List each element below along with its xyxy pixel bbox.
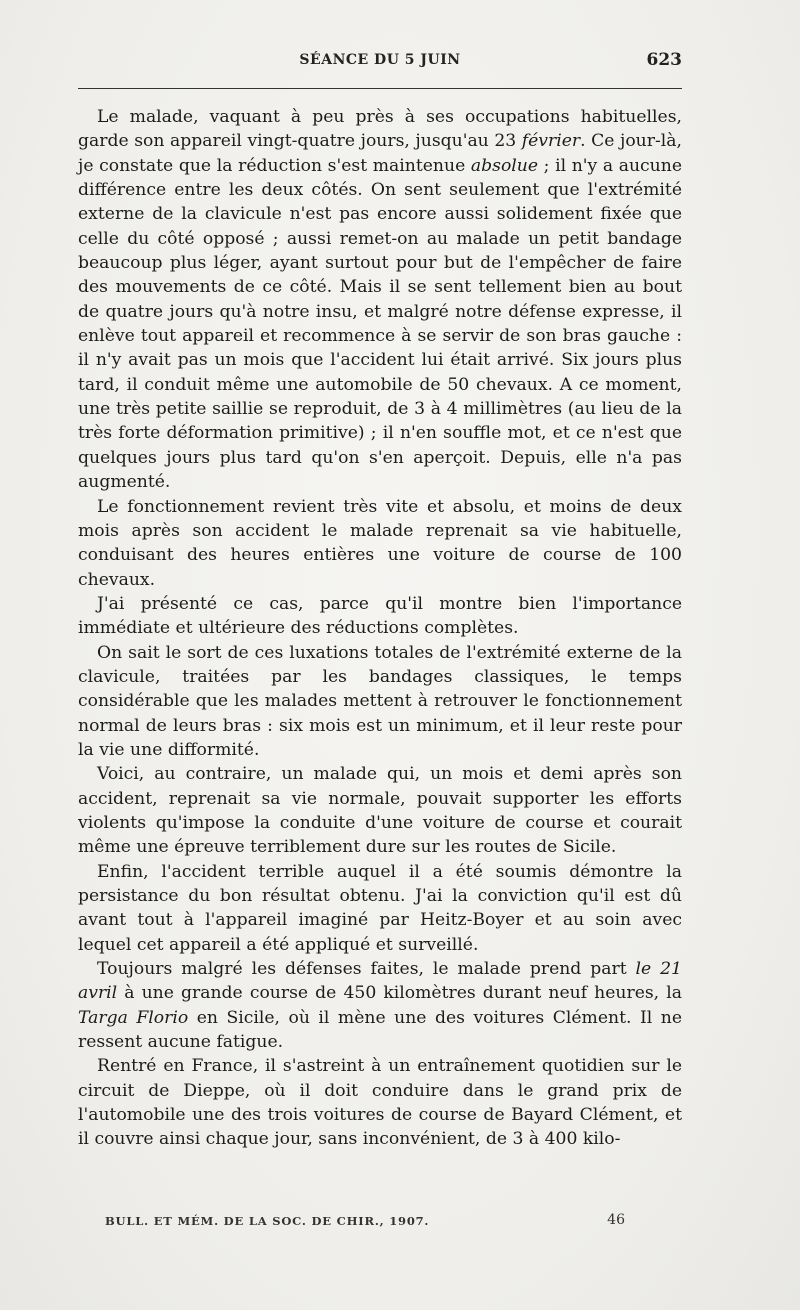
paragraph-text: Toujours malgré les défenses faites, le malade prend part xyxy=(97,959,636,980)
paragraph: Rentré en France, il s'astreint à un entraînement quotidien sur le circuit de Dieppe, où il doit conduire dans le grand prix de l'automobile une des trois voitures de course de Bayard Clément, et il couvre ainsi chaque jour, sans inconvénient, de 3 à 400 kilo- xyxy=(78,1056,682,1150)
italic-text: absolue xyxy=(470,155,539,176)
italic-text: le 21 avril xyxy=(78,959,682,1004)
running-title: SÉANCE DU 5 JUIN xyxy=(299,52,461,68)
page-number: 623 xyxy=(646,50,682,70)
page-footer xyxy=(105,1212,625,1232)
paragraph: Enfin, l'accident terrible auquel il a été soumis démontre la persistance du bon résultat obtenu. J'ai la conviction qu'il est dû avant tout à l'appareil imaginé par Heitz-Boyer et au soin avec lequel cet appareil a été appliqué et surveillé. xyxy=(78,861,682,955)
italic-text: février xyxy=(521,131,581,152)
header-rule xyxy=(78,88,682,89)
paragraph xyxy=(78,957,682,1054)
paragraph: On sait le sort de ces luxations totales de l'extrémité externe de la clavicule, traitées par les bandages classiques, le temps considérable que les malades mettent à retrouver le fonctionnement normal de leurs bras : six mois est un minimum, et il leur reste pour la vie une difformité. xyxy=(78,642,682,760)
page-header xyxy=(78,50,682,74)
footer-citation: BULL. ET MÉM. DE LA SOC. DE CHIR., 1907. xyxy=(105,1214,430,1228)
paragraph xyxy=(78,105,682,495)
paragraph-text: . Ce jour-là, je constate que la réduction s'est maintenue xyxy=(78,131,682,176)
paragraph: Voici, au contraire, un malade qui, un mois et demi après son accident, reprenait sa vie normale, pouvait supporter les efforts violents qu'impose la conduite d'une voiture de course et courait même une épreuve terriblement dure sur les routes de Sicile. xyxy=(78,764,682,858)
signature-mark: 46 xyxy=(607,1212,625,1228)
paragraph: Le fonctionnement revient très vite et absolu, et moins de deux mois après son accident le malade reprenait sa vie habituelle, conduisant des heures entières une voiture de course de 100 chevaux. xyxy=(78,496,682,590)
body-text xyxy=(78,105,682,1152)
italic-text: Targa Florio xyxy=(78,1007,189,1028)
paragraph-text: à une grande course de 450 kilomètres durant neuf heures, la xyxy=(117,983,682,1004)
paragraph-text: Le malade, vaquant à peu près à ses occupations habituelles, garde son appareil vingt-quatre jours, jusqu'au 23 xyxy=(78,107,682,152)
paragraph-text: ; il n'y a aucune différence entre les deux côtés. On sent seulement que l'extrémité externe de la clavicule n'est pas encore aussi solidement fixée que celle du côté opposé ; aussi remet-on au malade un petit bandage beaucoup plus léger, ayant surtout pour but de l'empêcher de faire des mouvements de ce côté. Mais il se sent tellement bien au bout de quatre jours qu'à notre insu, et malgré notre défense expresse, il enlève tout appareil et recommence à se servir de son bras gauche : il n'y avait pas un mois que l'accident lui était arrivé. Six jours plus tard, il conduit même une automobile de 50 chevaux. A ce moment, une très petite saillie se reproduit, de 3 à 4 millimètres (au lieu de la très forte déformation primitive) ; il n'en souffle mot, et ce n'est que quelques jours plus tard qu'on s'en aperçoit. Depuis, elle n'a pas augmenté. xyxy=(78,155,682,493)
paragraph: J'ai présenté ce cas, parce qu'il montre bien l'importance immédiate et ultérieure des réductions complètes. xyxy=(78,593,682,639)
paragraph-text: en Sicile, où il mène une des voitures Clément. Il ne ressent aucune fatigue. xyxy=(78,1007,682,1053)
